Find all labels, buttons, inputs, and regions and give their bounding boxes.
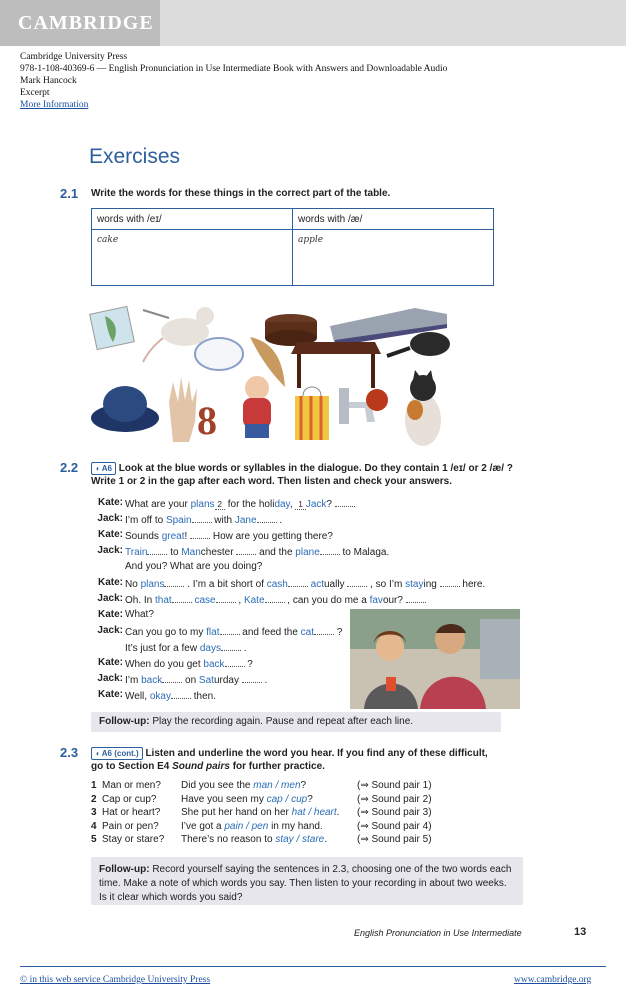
example-sentence: Have you seen my cap / cup? (181, 793, 313, 805)
page-title: Exercises (89, 145, 181, 168)
row-number: 1 (91, 780, 97, 791)
answer-gap[interactable] (242, 673, 262, 683)
sound-pair-label: Man or men? (102, 780, 161, 791)
word-choice[interactable]: hat / heart (291, 807, 337, 818)
example-sentence: She put her hand on her hat / heart. (181, 807, 340, 818)
speaker-icon: ◖ (95, 749, 100, 758)
answer-gap[interactable] (440, 577, 460, 587)
dialogue-line: And you? What are you doing? (125, 561, 263, 572)
sound-pair-label: Stay or stare? (102, 834, 165, 845)
answer-gap[interactable] (406, 593, 426, 603)
nail-picture (143, 310, 169, 318)
example-sentence: There’s no reason to stay / stare. (181, 834, 328, 845)
followup-label: Follow-up: (99, 716, 150, 727)
table-header-rule (91, 229, 493, 230)
track-label: A6 (101, 464, 113, 473)
cafe-photo (350, 609, 520, 709)
answer-gap[interactable] (265, 593, 285, 603)
word-choice[interactable]: stay / stare (275, 834, 325, 845)
answer-gap[interactable] (225, 657, 245, 667)
answer-gap[interactable] (171, 689, 191, 699)
answer-gap[interactable] (320, 545, 340, 555)
exercise-number-2-3: 2.3 (60, 745, 79, 760)
audio-track-badge[interactable] (91, 462, 116, 475)
speaker-label: Jack: (97, 593, 123, 604)
speaker-label: Kate: (97, 577, 123, 588)
sound-pair-reference: (⇒ Sound pair 4) (357, 820, 432, 832)
answer-gap[interactable]: 2 (215, 500, 225, 510)
word-choice[interactable]: pain / pen (224, 820, 269, 832)
hat-picture (91, 386, 159, 432)
table-example-apple: apple (298, 235, 324, 245)
plate-picture (195, 338, 243, 370)
example-sentence: Did you see the man / men? (181, 780, 307, 791)
answer-gap[interactable] (172, 593, 192, 603)
table-picture (291, 342, 381, 388)
table-example-cake: cake (97, 235, 119, 245)
speaker-label: Kate: (97, 689, 123, 700)
dialogue-line: I’m back on Saturday . (125, 675, 268, 686)
answer-gap[interactable] (147, 545, 167, 555)
answer-gap[interactable] (236, 545, 256, 555)
dialogue-line: When do you get back ? (125, 659, 253, 670)
speaker-label: Kate: (97, 529, 123, 540)
dialogue-line: What are your plans 2 for the holiday, 1 Jack? (125, 497, 355, 510)
followup-text: Record yourself saying the sentences in 2.3, choosing one of the two words each (149, 864, 512, 875)
baby-picture (243, 376, 271, 438)
instruction-line-1: Listen and underline the word you hear. If you find any of these difficult, (145, 748, 488, 759)
answer-gap[interactable] (164, 577, 184, 587)
exercise-2-1-instruction: Write the words for these things in the correct part of the table. (91, 188, 391, 199)
sound-pair-reference: (⇒ Sound pair 2) (357, 793, 432, 805)
answer-gap[interactable] (288, 577, 308, 587)
sound-pair-reference: (⇒ Sound pair 1) (357, 780, 432, 791)
followup-text: time. Make a note of which words you say. Then listen to your recording in about two weeks. (99, 878, 507, 889)
word-choice[interactable]: man / men (253, 780, 301, 791)
row-number: 4 (91, 820, 97, 832)
answer-gap[interactable] (314, 625, 334, 635)
copyright-link[interactable]: © in this web service Cambridge University Press (20, 975, 211, 985)
cambridge-logo: CAMBRIDGE (18, 12, 154, 34)
example-sentence: I’ve got a pain / pen in my hand. (181, 820, 323, 832)
map-picture (90, 306, 135, 349)
sound-pair-reference: (⇒ Sound pair 3) (357, 807, 432, 818)
speaker-icon: ◖ (95, 464, 100, 473)
author: Mark Hancock (20, 76, 77, 86)
hand-picture (169, 377, 197, 442)
row-number: 5 (91, 834, 97, 845)
instruction-line-2: Write 1 or 2 in the gap after each word. Then listen and check your answers. (91, 476, 453, 487)
word-choice[interactable]: cap / cup (266, 793, 308, 805)
website-link[interactable]: www.cambridge.org (514, 975, 592, 985)
speaker-label: Jack: (97, 673, 123, 684)
dialogue-line: What? (125, 609, 154, 620)
followup-text: Is it clear which words you said? (99, 892, 243, 903)
table-header-ae: words with /æ/ (298, 214, 363, 225)
cat-picture (405, 370, 441, 446)
dialogue-line: Well, okay then. (125, 691, 216, 702)
followup-box-2-2 (91, 712, 501, 732)
speaker-label: Jack: (97, 545, 123, 556)
exercise-2-2-instruction (91, 462, 513, 475)
followup-box-2-3 (91, 857, 523, 905)
vocabulary-pictures (85, 292, 460, 452)
row-number: 2 (91, 793, 97, 805)
followup-text: Play the recording again. Pause and repeat after each line. (149, 716, 414, 727)
exercise-number-2-1: 2.1 (60, 186, 79, 201)
answer-gap[interactable] (221, 641, 241, 651)
speaker-label: Jack: (97, 625, 123, 636)
bag-picture (295, 387, 329, 440)
sound-pair-label: Hat or heart? (102, 807, 161, 818)
track-label: A6 (cont.) (101, 749, 139, 758)
answer-gap[interactable] (257, 513, 277, 523)
dialogue-line: I’m off to Spain with Jane . (125, 515, 283, 526)
dialogue-line: Sounds great! How are you getting there? (125, 531, 333, 542)
isbn-line: 978-1-108-40369-6 — English Pronunciation in Use Intermediate Book with Answers and Downloadable Audio (20, 64, 448, 74)
answer-gap[interactable] (216, 593, 236, 603)
dialogue-line: Train to Manchester and the plane to Malaga. (125, 547, 390, 558)
answer-gap[interactable] (347, 577, 367, 587)
sound-pair-reference: (⇒ Sound pair 5) (357, 834, 432, 845)
apple-picture (366, 389, 388, 411)
publisher: Cambridge University Press (20, 52, 128, 62)
instruction-line-1: Look at the blue words or syllables in the dialogue. Do they contain 1 /eɪ/ or 2 /æ/ ? (118, 463, 513, 474)
cake-picture (265, 314, 317, 346)
speaker-label: Kate: (97, 609, 123, 620)
sound-pair-label: Pain or pen? (102, 820, 159, 832)
speaker-label: Kate: (97, 497, 123, 508)
answer-gap[interactable] (335, 497, 355, 507)
exercise-number-2-2: 2.2 (60, 460, 79, 475)
answer-gap[interactable] (190, 529, 210, 539)
instruction-line-2: go to Section E4 Sound pairs for further practice. (91, 761, 325, 772)
dialogue-line: No plans . I’m a bit short of cash actually , so I’m staying here. (125, 579, 486, 590)
speaker-label: Jack: (97, 513, 123, 524)
answer-gap[interactable] (162, 673, 182, 683)
dialogue-line: It’s just for a few days . (125, 643, 247, 654)
table-header-ei: words with /eɪ/ (97, 214, 162, 225)
number-eight-picture: 8 (197, 398, 217, 443)
dialogue-line: Can you go to my flat and feed the cat ? (125, 627, 343, 638)
answer-gap[interactable] (192, 513, 212, 523)
audio-track-badge[interactable] (91, 747, 143, 760)
page-number: 13 (574, 926, 587, 938)
answer-gap[interactable]: 1 (295, 500, 305, 510)
followup-label: Follow-up: (99, 864, 150, 875)
speaker-label: Kate: (97, 657, 123, 668)
row-number: 3 (91, 807, 97, 818)
sound-pair-label: Cap or cup? (102, 793, 157, 805)
excerpt-label: Excerpt (20, 88, 50, 98)
book-title-footer: English Pronunciation in Use Intermediate (354, 928, 522, 938)
table-divider (292, 208, 293, 285)
answer-gap[interactable] (220, 625, 240, 635)
footer-rule (20, 966, 606, 967)
dialogue-line: Oh. In that case , Kate , can you do me a favour? (125, 593, 426, 606)
more-information-link[interactable]: More Information (20, 100, 89, 110)
exercise-2-3-instruction (91, 747, 488, 760)
